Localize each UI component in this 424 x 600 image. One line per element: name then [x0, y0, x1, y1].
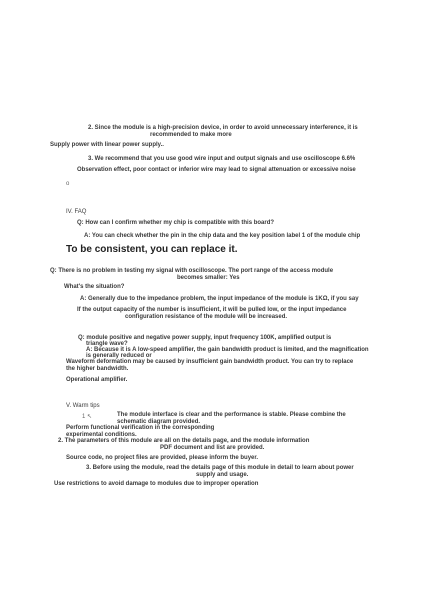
note-2-line-2: recommended to make more	[150, 132, 232, 138]
tip-3-line-3: Use restrictions to avoid damage to modules due to improper operation	[54, 481, 259, 487]
cursor-marker-icon: 1 ↖	[82, 414, 93, 420]
note-3-line-2: Observation effect, poor contact or inferior wire may lead to signal attenuation or excessive noise	[77, 167, 356, 173]
faq-q2-line-2: becomes smaller: Yes	[177, 275, 240, 281]
tip-1-line-4: experimental conditions.	[66, 432, 137, 438]
faq-q2-line-1: Q: There is no problem in testing my signal with oscilloscope. The port range of the access module	[50, 268, 334, 274]
tip-3-line-1: 3. Before using the module, read the details page of this module in detail to learn about power	[86, 465, 354, 471]
faq-a3-line-4: the higher bandwidth.	[66, 366, 129, 372]
faq-q1: Q: How can I confirm whether my chip is compatible with this board?	[77, 220, 275, 226]
tip-1-line-1: The module interface is clear and the performance is stable. Please combine the	[117, 412, 346, 418]
tip-2-line-2: PDF document and list are provided.	[160, 445, 265, 451]
note-2-line-1: 2. Since the module is a high-precision device, in order to avoid unnecessary interference, it is	[88, 125, 358, 131]
tip-1-line-3: Perform functional verification in the corresponding	[66, 425, 215, 431]
faq-q3-line-1: Q: module positive and negative power supply, input frequency 100K, amplified output is	[78, 335, 332, 341]
faq-a2-line-3: configuration resistance of the module will be increased.	[125, 314, 288, 320]
tip-2-line-1: 2. The parameters of this module are all on the details page, and the module information	[58, 438, 310, 444]
faq-q2-line-3: What's the situation?	[64, 284, 125, 290]
tip-1-line-2: schematic diagram provided.	[117, 419, 201, 425]
faq-a3-line-5: Operational amplifier.	[66, 377, 128, 383]
tip-2-line-3: Source code, no project files are provided, please inform the buyer.	[66, 455, 259, 461]
faq-a2-line-2: If the output capacity of the number is insufficient, it will be pulled low, or the input impedance	[77, 307, 347, 313]
faq-q3-line-2: triangle wave?	[86, 341, 128, 347]
faq-a1-emphasis: To be consistent, you can replace it.	[66, 244, 238, 255]
circle-bullet-icon: o	[66, 181, 70, 187]
faq-a3-line-2: is generally reduced or	[86, 353, 152, 359]
faq-a2-line-1: A: Generally due to the impedance problem, the input impedance of the module is 1KΩ, if you say	[80, 296, 359, 302]
faq-a1: A: You can check whether the pin in the chip data and the key position label 1 of the module chip	[84, 233, 361, 239]
faq-a3-line-1: A: Because it is A low-speed amplifier, the gain bandwidth product is limited, and the magnification	[86, 347, 369, 353]
faq-a3-line-3: Waveform deformation may be caused by insufficient gain bandwidth product. You can try to replace	[66, 359, 354, 365]
tips-heading: V. Warm tips	[66, 403, 100, 409]
note-2-line-3: Supply power with linear power supply..	[50, 142, 164, 148]
tip-3-line-2: supply and usage.	[196, 472, 249, 478]
faq-heading: IV. FAQ	[66, 209, 87, 215]
note-3-line-1: 3. We recommend that you use good wire input and output signals and use oscilloscope 6.6%	[88, 156, 356, 162]
